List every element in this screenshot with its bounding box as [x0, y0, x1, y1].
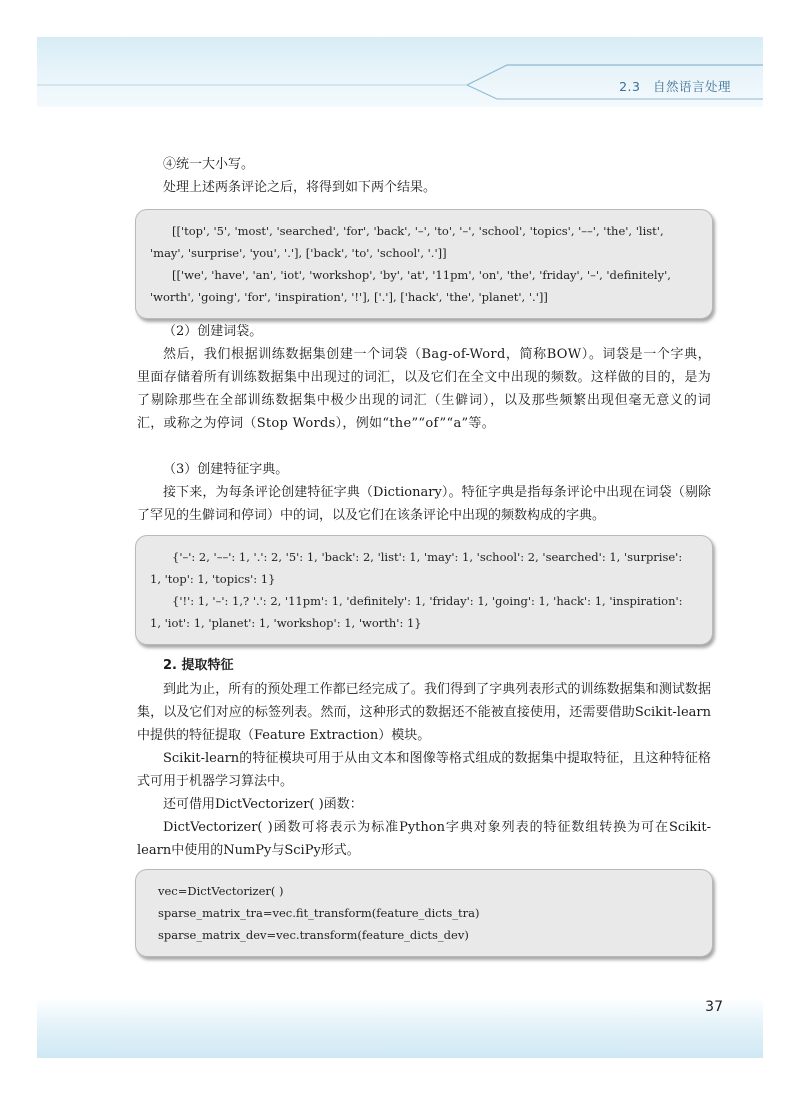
subsection-title-bag: （2）创建词袋。 — [163, 324, 263, 339]
step-four-line: ④统一大小写。 — [163, 157, 255, 172]
code-line: {'–': 2, '––': 1, '.': 2, '5': 1, 'back': 2, 'list': 1, 'may': 1, 'school': 2, 'searched': 1, 'surprise': — [172, 550, 683, 564]
book-page — [37, 37, 763, 1058]
code-box-vectorizer — [135, 869, 713, 957]
page-number: 37 — [705, 999, 723, 1015]
code-line: [['top', '5', 'most', 'searched', 'for', 'back', '–', 'to', '–', 'school', 'topics', '––', 'the', 'list', — [172, 224, 664, 238]
bag-of-words-paragraph: 然后，我们根据训练数据集创建一个词袋（Bag-of-Word，简称BOW）。词袋是一个字典，里面存储着所有训练数据集中出现过的词汇，以及它们在全文中出现的频数。这样做的目的，是为了剔除那些在全部训练数据集中极少出现的词汇（生僻词），以及那些频繁出现但毫无意义的词汇，或称之为停词（Stop Words），例如“the”“of”“a”等。 — [137, 347, 711, 431]
section-number: 2.3 — [619, 79, 641, 94]
section-heading-extract: 2. 提取特征 — [163, 658, 234, 673]
code-line: 'worth', 'going', 'for', 'inspiration', '!'], ['.'], ['hack', 'the', 'planet', '.']] — [150, 290, 548, 304]
code-line: sparse_matrix_dev=vec.transform(feature_dicts_dev) — [158, 928, 469, 942]
extract-paragraph-3: 还可借用DictVectorizer( )函数： — [163, 797, 363, 812]
subsection-title-dict: （3）创建特征字典。 — [163, 462, 289, 477]
header-band — [37, 37, 763, 107]
result-intro: 处理上述两条评论之后，将得到如下两个结果。 — [163, 180, 437, 195]
feature-dict-paragraph: 接下来，为每条评论创建特征字典（Dictionary）。特征字典是指每条评论中出现在词袋（剔除了罕见的生僻词和停词）中的词，以及它们在该条评论中出现的频数构成的字典。 — [137, 485, 711, 523]
code-box-dicts — [135, 535, 713, 645]
extract-paragraph-2: Scikit-learn的特征模块可用于从由文本和图像等格式组成的数据集中提取特征，且这种特征格式可用于机器学习算法中。 — [137, 751, 711, 789]
code-line: 1, 'iot': 1, 'planet': 1, 'workshop': 1, 'worth': 1} — [150, 616, 422, 630]
extract-paragraph-1: 到此为止，所有的预处理工作都已经完成了。我们得到了字典列表形式的训练数据集和测试数据集，以及它们对应的标签列表。然而，这种形式的数据还不能被直接使用，还需要借助Scikit-learn中提供的特征提取（Feature Extraction）模块。 — [137, 682, 711, 743]
code-box-tokens — [135, 209, 713, 319]
extract-paragraph-4: DictVectorizer( )函数可将表示为标准Python字典对象列表的特征数组转换为可在Scikit-learn中使用的NumPy与SciPy形式。 — [137, 820, 711, 858]
footer-band — [37, 998, 763, 1058]
header-decoration — [37, 37, 763, 107]
code-line: [['we', 'have', 'an', 'iot', 'workshop', 'by', 'at', '11pm', 'on', 'the', 'friday', '–', 'definitely', — [172, 268, 671, 282]
code-line: sparse_matrix_tra=vec.fit_transform(feature_dicts_tra) — [158, 906, 480, 920]
code-line: vec=DictVectorizer( ) — [158, 884, 284, 898]
section-title: 自然语言处理 — [652, 79, 731, 94]
code-line: 'may', 'surprise', 'you', '.'], ['back', 'to', 'school', '.']] — [150, 246, 447, 260]
code-line: {'!': 1, '–': 1,? '.': 2, '11pm': 1, 'definitely': 1, 'friday': 1, 'going': 1, 'hack': 1, 'inspiration': — [172, 594, 683, 608]
running-header — [619, 77, 731, 95]
code-line: 1, 'top': 1, 'topics': 1} — [150, 572, 276, 586]
